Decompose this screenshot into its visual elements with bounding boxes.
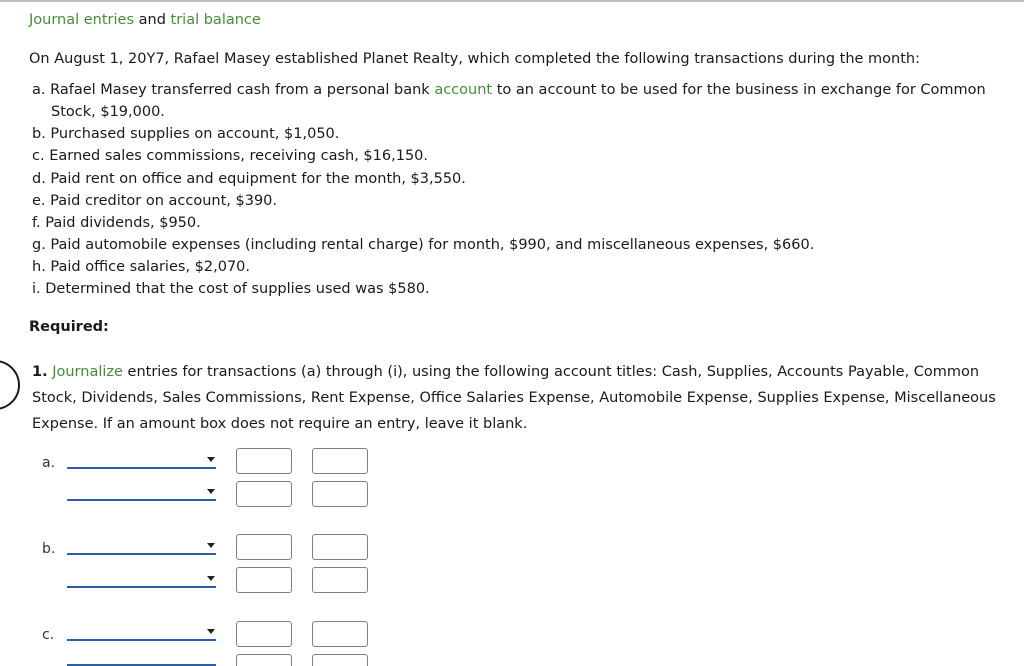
entry-a-label: a.	[42, 455, 56, 471]
entry-b-debit-2[interactable]	[236, 567, 292, 593]
entry-b-label: b.	[42, 541, 56, 557]
transaction-c: c. Earned sales commissions, receiving cash, $16,150.	[32, 148, 429, 164]
entry-b-account-select-2[interactable]	[67, 573, 216, 588]
entry-c-credit-1[interactable]	[312, 621, 368, 647]
dropdown-arrow-icon	[207, 457, 215, 462]
dropdown-arrow-icon	[207, 543, 215, 548]
entry-c-debit-2[interactable]	[236, 654, 292, 666]
trial-balance-link[interactable]: trial balance	[170, 12, 261, 28]
dropdown-arrow-icon	[207, 489, 215, 494]
journalize-link[interactable]: Journalize	[52, 364, 123, 380]
entry-c-credit-2[interactable]	[312, 654, 368, 666]
transaction-a-text-1: a. Rafael Masey transferred cash from a personal bank	[32, 82, 435, 98]
transaction-a-text-2: to an account to be used for the business in exchange for Common	[492, 82, 986, 98]
transaction-g: g. Paid automobile expenses (including rental charge) for month, $990, and miscellaneous expenses, $660.	[32, 237, 815, 253]
page-title	[29, 11, 261, 29]
transaction-e: e. Paid creditor on account, $390.	[32, 193, 278, 209]
question-line-3: Expense. If an amount box does not require an entry, leave it blank.	[32, 416, 528, 432]
entry-b-debit-1[interactable]	[236, 534, 292, 560]
top-divider	[0, 0, 1024, 2]
dropdown-arrow-icon	[207, 629, 215, 634]
entry-b-credit-2[interactable]	[312, 567, 368, 593]
entry-b-credit-1[interactable]	[312, 534, 368, 560]
entry-c-label: c.	[42, 627, 55, 643]
question-marker-circle	[0, 360, 20, 410]
entry-a-debit-1[interactable]	[236, 448, 292, 474]
account-link[interactable]: account	[434, 82, 493, 98]
question-line-1	[32, 363, 979, 381]
transaction-d: d. Paid rent on office and equipment for the month, $3,550.	[32, 171, 466, 187]
entry-c-account-select-1[interactable]	[67, 626, 216, 641]
entry-a-credit-1[interactable]	[312, 448, 368, 474]
entry-a-account-select-1[interactable]	[67, 454, 216, 469]
question-line-2: Stock, Dividends, Sales Commissions, Rent Expense, Office Salaries Expense, Automobile Expense, Supplies Expense, Miscellaneous	[32, 390, 996, 406]
entry-a-credit-2[interactable]	[312, 481, 368, 507]
title-connector: and	[134, 12, 171, 28]
dropdown-arrow-icon	[207, 576, 215, 581]
entry-c-account-select-2[interactable]	[67, 651, 216, 666]
transaction-a-continued: Stock, $19,000.	[51, 104, 165, 120]
entry-c-debit-1[interactable]	[236, 621, 292, 647]
transaction-i: i. Determined that the cost of supplies used was $580.	[32, 281, 430, 297]
intro-text: On August 1, 20Y7, Rafael Masey established Planet Realty, which completed the following transactions during the month:	[29, 51, 921, 67]
required-heading: Required:	[29, 319, 109, 335]
entry-a-account-select-2[interactable]	[67, 486, 216, 501]
journal-entries-link[interactable]: Journal entries	[29, 12, 135, 28]
transaction-h: h. Paid office salaries, $2,070.	[32, 259, 251, 275]
transaction-f: f. Paid dividends, $950.	[32, 215, 201, 231]
transaction-a	[32, 81, 986, 99]
question-text-1: entries for transactions (a) through (i), using the following account titles: Cash, Supplies, Accounts Payable, Common	[122, 364, 980, 380]
entry-a-debit-2[interactable]	[236, 481, 292, 507]
transaction-b: b. Purchased supplies on account, $1,050.	[32, 126, 340, 142]
question-number: 1.	[32, 364, 48, 380]
entry-b-account-select-1[interactable]	[67, 540, 216, 555]
